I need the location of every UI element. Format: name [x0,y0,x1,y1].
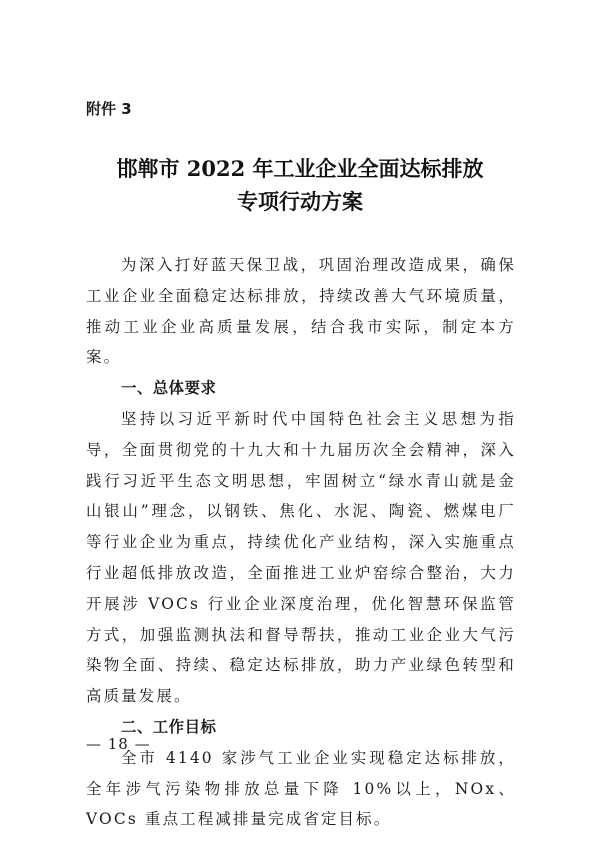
section-paragraph-general-requirements: 坚持以习近平新时代中国特色社会主义思想为指导，全面贯彻党的十九大和十九届历次全会精神，深入践行习近平生态文明思想，牢固树立“绿水青山就是金山银山”理念，以钢铁、焦化、水泥、陶瓷、燃煤电厂等行业企业为重点，持续优化产业结构，深入实施重点行业超低排放改造，全面推进工业炉窑综合整治，大力开展涉 VOCs 行业企业深度治理，优化智慧环保监管方式，加强监测执法和督导帮扶，推动工业企业大气污染物全面、持续、稳定达标排放，助力产业绿色转型和高质量发展。 [86,409,516,706]
document-title-line-1: 邯郸市 2022 年工业企业全面达标排放 [116,156,484,181]
document-title-line-2: 专项行动方案 [237,189,363,214]
section-heading-general-requirements: 一、总体要求 [121,379,217,398]
section-paragraph-work-goals: 全市 4140 家涉气工业企业实现稳定达标排放，全年涉气污染物排放总量下降 10%以上，NOx、VOCs 重点工程减排量完成省定目标。 [86,748,516,829]
section-heading-work-goals: 二、工作目标 [121,717,217,736]
intro-paragraph: 为深入打好蓝天保卫战，巩固治理改造成果，确保工业企业全面稳定达标排放，持续改善大气环境质量，推动工业企业高质量发展，结合我市实际，制定本方案。 [86,256,516,367]
attachment-label: 附件 3 [86,100,132,118]
page-number: — 18 — [86,735,151,753]
